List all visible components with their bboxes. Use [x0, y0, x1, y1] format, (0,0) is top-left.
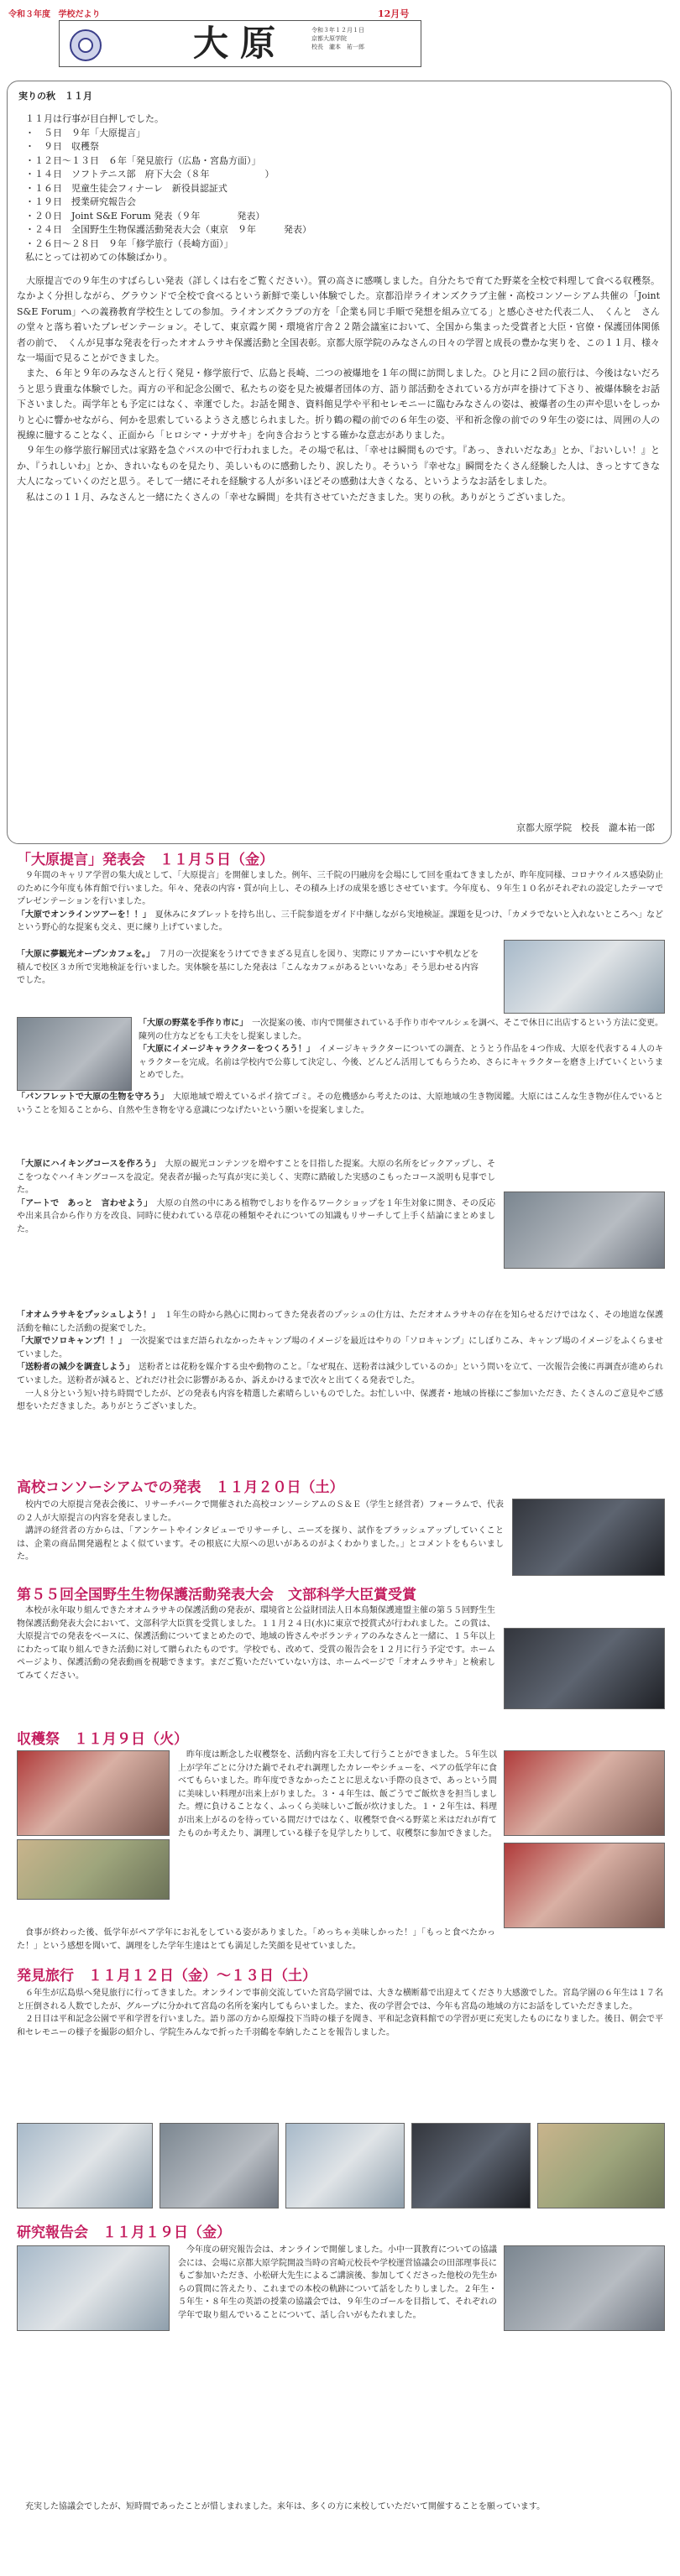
paragraph: 校内での大原提言発表会後に、リサーチバークで開催された高校コンソーシアムのＳ＆Ｅ（学生と経営者）フォーラムで、代表の２人が大原提言の内容を発表しました。 — [17, 1500, 504, 1523]
list-item: 私にとっては初めての体験ばかり。 — [25, 252, 173, 263]
section-text — [17, 1309, 663, 1414]
issue-label: 12月号 — [378, 8, 410, 19]
section-text — [17, 1158, 495, 1237]
section-text — [178, 2244, 497, 2323]
newsletter-title: 大原 — [192, 23, 287, 64]
section-text — [17, 1499, 504, 1564]
school-emblem-icon — [70, 29, 102, 61]
paragraph: ９年間のキャリア学習の集大成として、「大原提言」を開催しました。例年、三千院の円融房を会場にして回を重ねてきましたが、昨年度同様、コロナウイルス感染防止のために今年度も体育館で行いました。年々、発表の内容・質が向上し、その積み上げの成果を感じさせています。今年度も、９年生１０名がそれぞれの設定したテーマでプレゼンテーションを行いました。 — [17, 871, 663, 907]
topic-title: 「大原にイメージキャラクターをつくろう！」 — [139, 1045, 311, 1055]
topic-title: 「大原でオンラインツアーを！！」 — [17, 910, 147, 920]
topic-title: 「大原でソロキャンプ！！」 — [17, 1337, 123, 1347]
photo-harvest-cooking — [17, 1750, 170, 1836]
principal-paragraph: 大原提言での９年生のすばらしい発表（詳しくは右をご覧ください）。質の高さに感嘆しました。自分たちで育てた野菜を全校で料理して食べる収穫祭。なかよく分担しながら、グラウンドで全校で食べるという新鮮で楽しい体験でした。京都沿岸ライオンズクラブ主催・高校コンソーシアム共催の「Joint S&E Forum」への義務教育学校生としての参加。ライオンズクラブの方を「企業も同じ手順で発想を組み立てる」と感心させた代表二人、 くんと さんの堂々と落ち着いたプレゼンテーション。そして、東京霞ケ関・環境省庁舎２２階会議室において、全国から集まった受賞者と大臣・官僚・保護団体関係者の前で、 くんが見事な発表を行ったオオムラサキ保護活動と全国表彰。京都大原学院のみなさんの日々の学習と成長の豊かな実りを、この１１月、様々な一場面で見ることができました。 — [17, 275, 660, 364]
photo-harvest-students — [504, 1750, 665, 1836]
section-text — [17, 1091, 663, 1117]
principal-signature: 京都大原学院 校長 瀧本祐一郎 — [516, 822, 655, 833]
topic-title: 「大原の野菜を手作り市に」 — [139, 1019, 244, 1028]
photo-harvest-meal — [504, 1843, 665, 1928]
list-item: ・１４日 ソフトテニス部 府下大会（８年 ） — [25, 169, 275, 180]
photo-harvest-outdoor — [17, 1839, 170, 1900]
photo-research-class — [504, 2245, 665, 2331]
photo-research-meeting — [17, 2245, 170, 2331]
header-school: 京都大原学院 — [311, 35, 347, 42]
section-title-ohara-teigen: 「大原提言」発表会 １１月５日（金） — [17, 852, 274, 868]
section-text — [17, 948, 479, 988]
paragraph: 講評の経営者の方からは、「アンケートやインタビューでリサーチし、ニーズを探り、試作をブラッシュアップしていくことは、企業の商品開発過程とよく似ています。その根底に大原への思いがあるのがよくわかりました。」とコメントをもらいました。 — [17, 1526, 504, 1562]
section-text — [17, 1987, 663, 2039]
paragraph: 「大原の野菜を手作り市に」 一次提案の後、市内で開催されている手作り市やマルシェを調べ、そこで休日に出店するという方法に変更。陳列の仕方などをも工夫をし提案しました。 — [139, 1019, 663, 1041]
photo-cafe-presentation — [17, 1017, 132, 1091]
paragraph: 「パンフレットで大原の生物を守ろう」 大原地域で増えているポイ捨てゴミ。その危機感から考えたのは、大原地域の生き物図鑑。大原にはこんな生き物が住んでいるということを知ることから、自然や生き物を守る意識につなげたいという願いを提案しました。 — [17, 1092, 664, 1115]
section-title-research-report: 研究報告会 １１月１９日（金） — [17, 2224, 231, 2241]
list-item: ・１２日～１３日 ６年「発見旅行（広島・宮島方面）」 — [25, 154, 261, 166]
paragraph: 「大原に夢観光オープンカフェを。」 ７月の一次提案をうけてできまざる見直しを図り、実際にリアカーにいすや机などを積んで校区３カ所で実地検証を行いました。実体験を基にした発表は「こんなカフェがあるといいなあ」そう思わせる内容でした。 — [17, 950, 479, 986]
photo-trip-3 — [285, 2123, 405, 2208]
topic-title: 「大原にハイキングコースを作ろう」 — [17, 1160, 157, 1169]
paragraph: ２日目は平和記念公園で平和学習を行いました。語り部の方から原爆投下当時の様子を聞き、平和記念資料館での学習が更に充実したものになりました。後日、朝会で平和セレモニーの様子を撮影の紹介し、学院生みんなで折った千羽鶴を奉納したことを報告しました。 — [17, 2015, 663, 2037]
list-item: ・２０日 Joint S&E Forum 発表（９年 発表） — [25, 210, 265, 222]
paragraph: 「大原にハイキングコースを作ろう」 大原の観光コンテンツを増やすことを目指した提案。大原の名所をピックアップし、そこをつなぐハイキングコースを設定。発表者が撮った写真が実に美しく、実際に踏破した実感のこもったコース説明も見事でした。 — [17, 1160, 496, 1196]
paragraph: 「オオムラサキをプッシュしよう！」 １年生の時から熱心に関わってきた発表者のプッシュの仕方は、ただオオムラサキの存在を知らせるだけではなく、その地道な保護活動を軸にした活動の提案でした。 — [17, 1311, 663, 1333]
section-text — [178, 1749, 497, 1840]
photo-trip-1 — [17, 2123, 153, 2208]
paragraph: 「送粉者の減少を調査しよう」 送粉者とは花粉を媒介する虫や動物のこと。「なぜ現在、送粉者は減少しているのか」という問いを立て、一次報告会後に再調査が進められていました。送粉者が減ると、どれだけ社会に影響があるか、訴えかけるまで次々と出てくる発表でした。 — [17, 1363, 663, 1385]
principal-paragraph: ９年生の修学旅行解団式は家路を急ぐバスの中で行われました。その場で私は、「幸せは瞬間ものです。『あっ、きれいだなあ』とか、『おいしい！』とか、『うれしいわ』とか、きれいなものを見たり、美しいものに感動したり、涙したり。そういう『幸せな』瞬間をたくさん経験した人は、きっとすてきな大人になっていくのだと思う。そして一緒にそれを経験する人が多いほどその感動は大きくなる、というようなお話をしました。 — [17, 445, 660, 488]
section-text — [17, 2500, 663, 2514]
photo-presentation-screen — [504, 1192, 665, 1269]
section-title-harvest-festival: 収穫祭 １１月９日（火） — [17, 1731, 188, 1748]
list-item: ・ ９日 収穫祭 — [25, 141, 99, 152]
photo-presentation-stage — [504, 940, 665, 1014]
paragraph: 昨年度は断念した収穫祭を、活動内容を工夫して行うことができました。５年生以上が学年ごとに分けた鍋でそれぞれ調理したカレーやシチューを、ペアの低学年に食べてもらいました。昨年度できなかったことに思えない手際の良さで、あっという間に美味しい料理が出来上がりました。３・４年生は、飯ごうでご飯炊きを担当しました。煙に負けることなく、ふっくら美味しいご飯が炊けました。１・２年生は、料理が出来上がるのを待っている間だけではなく、収穫祭で食べる野菜と米はだれが育てたものか考えたり、調理している様子を見学したりして、収穫祭に参加できました。 — [178, 1750, 497, 1838]
section-text — [17, 869, 663, 935]
list-item: １１月は行事が目白押しでした。 — [25, 113, 164, 124]
section-title-discovery-trip: 発見旅行 １１月１２日（金）～１３日（土） — [17, 1968, 316, 1984]
principal-paragraph: また、６年と９年のみなさんと行く発見・修学旅行で、広島と長崎、二つの被爆地を１年の間に訪問しました。ひと月に２回の旅行は、今後はないだろうと思う貴重な体験でした。両方の平和記念公園で、私たちの姿を見た被爆者団体の方、語り部活動をされている方が声を掛けて下さり、被爆体験をお話下さいました。両学年とも予定にはなく、幸運でした。お話を聞き、資料館見学や平和セレモニーに臨むみなさんの姿は、被爆者の生の声や思いをしっかりと心に響かせながら、何かを思索しているようさえ感じられました。折り鶴の糧の前での６年生の姿、平和祈念像の前での９年生の姿には、周囲の人の視線に臆することなく、正面から「ヒロシマ・ナガサキ」を向き合おうとする確かな意志がありました。 — [17, 368, 660, 441]
topic-title: 「送粉者の減少を調査しよう」 — [17, 1363, 131, 1373]
header-principal: 校長 瀧本 祐一郎 — [311, 44, 364, 50]
header-kind: 学校だより — [58, 10, 101, 19]
section-text — [139, 1017, 663, 1082]
list-item: ・１９日 授業研究報告会 — [25, 196, 136, 207]
section-text — [17, 1927, 495, 1953]
principal-paragraph: 私はこの１１月、みなさんと一緒にたくさんの「幸せな瞬間」を共有させていただきました。実りの秋。ありがとうございました。 — [26, 491, 571, 503]
principal-heading: 実りの秋 １１月 — [18, 91, 92, 102]
topic-title: 「パンフレットで大原の生物を守ろう」 — [17, 1092, 165, 1102]
principal-body — [17, 274, 660, 505]
list-item: ・２６日～２８日 ９年「修学旅行（長崎方面）」 — [25, 237, 233, 249]
paragraph: 充実した協議会でしたが、短時間であったことが惜しまれました。来年は、多くの方に来校していただいて開催することを願っています。 — [25, 2502, 546, 2511]
paragraph: 一人８分という短い持ち時間でしたが、どの発表も内容を精選した素晴らしいものでした。お忙しい中、保護者・地域の皆様にご参加いただき、たくさんのご意見やご感想をいただきました。ありがとうございました。 — [17, 1389, 663, 1412]
photo-trip-5 — [537, 2123, 665, 2208]
paragraph: 「アートで あっと 言わせよう」 大原の自然の中にある植物でしおりを作るワークショップを１年生対象に開き、その反応や出来具合から作り方を改良、同時に使われている草花の種類やそれについての知識もリサーチして上手く結論にまとめました。 — [17, 1198, 495, 1234]
paragraph: 食事が終わった後、低学年がペア学年にお礼をしている姿がありました。「めっちゃ美味しかった！」「もっと食べたかった！」という感想を聞いて、調理をした学年生達はとても満足した笑顔を見せていました。 — [17, 1928, 495, 1951]
topic-title: 「アートで あっと 言わせよう」 — [17, 1198, 149, 1208]
list-item: ・１６日 児童生徒会フィナーレ 新役員認証式 — [25, 182, 228, 194]
photo-trip-4 — [411, 2123, 531, 2208]
header-top-line — [8, 7, 218, 18]
section-title-wildlife-award: 第５５回全国野生生物保護活動発表大会 文部科学大臣賞受賞 — [17, 1587, 416, 1603]
section-text — [17, 1604, 495, 1683]
paragraph: 「大原にイメージキャラクターをつくろう！」 イメージキャラクターについての調査、とうとう作品を４つ作成、大原を代表する４人のキャラクターを完成。名前は学校内で公募して決定し、今後、どんどん活用してもらうため、さらにキャラクターを磨き上げていくというまとめでした。 — [139, 1045, 663, 1081]
list-item: ・２４日 全国野生生物保護活動発表大会（東京 ９年 発表） — [25, 224, 311, 235]
paragraph: ６年生が広島県へ発見旅行に行ってきました。オンラインで事前交流していた宮島学園では、大きな横断幕で出迎えてくださり大感激でした。宮島学園の６年生は１７名と圧倒される人数でしたが、グループに分かれて宮島の名所を案内してもらいました。また、夜の学習会では、今年も宮島の地域の方にお話をしていただきました。 — [17, 1989, 663, 2011]
header-date: 令和３年１２月１日 — [311, 27, 364, 34]
photo-trip-2 — [160, 2123, 279, 2208]
photo-consortium-forum — [512, 1499, 665, 1576]
title-box — [59, 20, 421, 67]
topic-title: 「大原に夢観光オープンカフェを。」 — [17, 950, 151, 959]
event-list — [25, 112, 495, 265]
paragraph: 「大原でオンラインツアーを！！」 夏休みにタブレットを持ち出し、三千院参道をガイド中継しながら実地検証。課題を見つけ、「カメラでないと入れないところへ」などという野心的な提案も交え、更に練り上げていました。 — [17, 910, 663, 933]
paragraph: 「大原でソロキャンプ！！」 一次提案ではまだ語られなかったキャンプ場のイメージを最近はやりの「ソロキャンプ」にしぼりこみ、キャンプ場のイメージをふくらませていました。 — [17, 1337, 664, 1359]
header-year: 令和３年度 — [8, 10, 50, 19]
paragraph: 本校が永年取り組んできたオオムラサキの保護活動の発表が、環境省と公益財団法人日本鳥類保護連盟主催の第５５回野生生物保護活動発表大会において、文部科学大臣賞を受賞しました。１１月２４日(水)に東京で授賞式が行われました。この賞は、大原提言での発表をベースに、保護活動についてまとめたので、地域の皆さんやボランティアのみなさんと一緒に、１５年以上にわたって取り組んできた活動に対して贈られたものです。学校でも、改めて、受賞の報告会を１２月に行う予定です。ホームページより、保護活動の発表動画を視聴できます。まだご覧いただいていない方は、ホームページで「オオムラサキ」と検索してみてください。 — [17, 1606, 495, 1681]
topic-title: 「オオムラサキをプッシュしよう！」 — [17, 1311, 156, 1320]
section-title-consortium: 高校コンソーシアムでの発表 １１月２０日（土） — [17, 1479, 344, 1496]
paragraph: 今年度の研究報告会は、オンラインで開催しました。小中一貫教育についての協議会には、会場に京都大原学院開設当時の宮崎元校長や学校運営協議会の田部理事長にもご参加いただき、小松研大先生によるご講演後、参加してくださった他校の先生からの質問に答えたり、これまでの本校の軌跡について話をしたりしました。２年生・５年生・８年生の英語の授業の協議会では、９年生のゴールを目指して、それぞれの学年で取り組んでいることについて、話し合いがもたれました。 — [178, 2245, 497, 2320]
photo-award-ceremony — [504, 1628, 665, 1709]
newsletter-header — [8, 7, 672, 65]
list-item: ・ ５日 ９年「大原提言」 — [25, 127, 145, 138]
header-info — [311, 26, 416, 51]
